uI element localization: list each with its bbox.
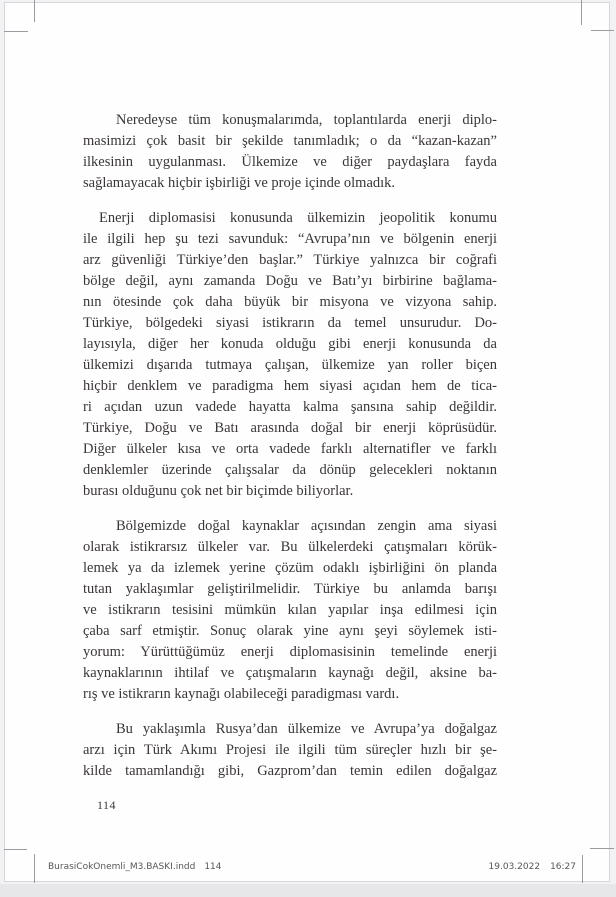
slug-right (489, 862, 576, 872)
body-line: tutan yaklaşımlar geliştirilmelidir. Türkiye bu anlamda barışı (83, 581, 497, 597)
paragraph (83, 719, 497, 782)
body-line: masimizi çok basit bir şekilde tanımladık; o da “kazan-kazan” (83, 133, 497, 149)
crop-mark-bottom-left-horizontal (4, 849, 27, 850)
body-line: Türkiye, Doğu ve Batı arasında doğal bir enerji köprüsüdür. (83, 420, 497, 436)
body-line: ülkemizi dışarıda tutmaya çalışan, ülkemize yan roller biçen (83, 357, 497, 373)
slug-filename: BurasiCokOnemli_M3.BASKI.indd (48, 862, 196, 872)
crop-mark-top-right-vertical (581, 0, 582, 25)
background-strip (0, 884, 616, 897)
paragraph (83, 110, 497, 194)
crop-mark-bottom-right-vertical (582, 855, 583, 883)
slug-page-ref: 114 (204, 862, 222, 872)
body-line: nın ötesinde çok daha büyük bir misyona ve vizyona sahip. (83, 294, 497, 310)
slug-date: 19.03.2022 (488, 862, 541, 872)
page-number: 114 (97, 798, 117, 812)
body-line: çaba sarf etmiştir. Sonuç olarak yine aynı şeyi söylemek isti- (83, 623, 497, 639)
body-line: denklemler üzerinde çalışsalar da dönüp gelecekleri noktanın (83, 462, 497, 478)
slug-left (48, 862, 222, 872)
body-line: rış ve istikrarın kaynağı olabileceği paradigması vardı. (83, 686, 400, 702)
body-line: kilde tamamlandığı gibi, Gazprom’dan temin edilen doğalgaz (83, 763, 497, 779)
body-line: ve istikrarın tesisini mümkün kılan yapılar inşa edilmesi için (83, 602, 497, 618)
crop-mark-bottom-right-horizontal (590, 848, 614, 849)
body-line: Enerji diplomasisi konusunda ülkemizin jeopolitik konumu (99, 210, 497, 226)
body-line: sağlamayacak hiçbir işbirliği ve proje içinde olmadık. (83, 175, 396, 191)
body-line: ile ilgili hep şu tezi savunduk: “Avrupa’nın ve bölgenin enerji (83, 231, 497, 247)
crop-mark-top-left-horizontal (4, 31, 28, 32)
body-line: kaynaklarının ihtilaf ve çatışmaların kaynağı değil, aksine ba- (83, 665, 497, 681)
body-line: Türkiye, bölgedeki siyasi istikrarın da temel unsurudur. Do- (83, 315, 497, 331)
body-line: arz güvenliği Türkiye’den başlar.” Türkiye yalnızca bir coğrafi (83, 252, 497, 268)
body-line: Bu yaklaşımla Rusya’dan ülkemize ve Avrupa’ya doğalgaz (116, 721, 497, 737)
body-line: olarak istikrarsız ülkeler var. Bu ülkelerdeki çatışmaları körük- (83, 539, 497, 555)
paragraph (83, 516, 497, 705)
body-line: yorum: Yürüttüğümüz enerji diplomasisinin temelinde enerji (83, 644, 497, 660)
body-text-block (83, 110, 497, 796)
body-line: lemek ya da izlemek yerine çözüm odaklı işbirliğini ön planda (83, 560, 497, 576)
body-line: Bölgemizde doğal kaynaklar açısından zengin ama siyasi (116, 518, 497, 534)
body-line: layısıyla, diğer her konuda olduğu gibi enerji konusunda da (83, 336, 497, 352)
body-line: burası olduğunu çok net bir biçimde biliyorlar. (83, 483, 354, 499)
body-line: hiçbir denklem ve paradigma hem siyasi açıdan hem de tica- (83, 378, 497, 394)
slug-time: 16:27 (550, 862, 576, 872)
crop-mark-bottom-left-vertical (34, 854, 35, 883)
body-line: ri açıdan uzun vadede hayatta kalma şansına sahip değildir. (83, 399, 497, 415)
crop-mark-top-right-horizontal (591, 30, 614, 31)
body-line: Diğer ülkeler kısa ve orta vadede farklı alternatifler ve farklı (83, 441, 497, 457)
body-line: Neredeyse tüm konuşmalarımda, toplantılarda enerji diplo- (116, 112, 497, 128)
body-line: bölge değil, aynı zamanda Doğu ve Batı’yı birbirine bağlama- (83, 273, 497, 289)
paragraph (83, 208, 497, 502)
body-line: arzı için Türk Akımı Projesi ile ilgili tüm süreçler hızlı bir şe- (83, 742, 497, 758)
body-line: ilkesinin uygulanması. Ülkemize ve diğer paydaşlara fayda (83, 154, 497, 170)
crop-mark-top-left-vertical (34, 0, 35, 22)
